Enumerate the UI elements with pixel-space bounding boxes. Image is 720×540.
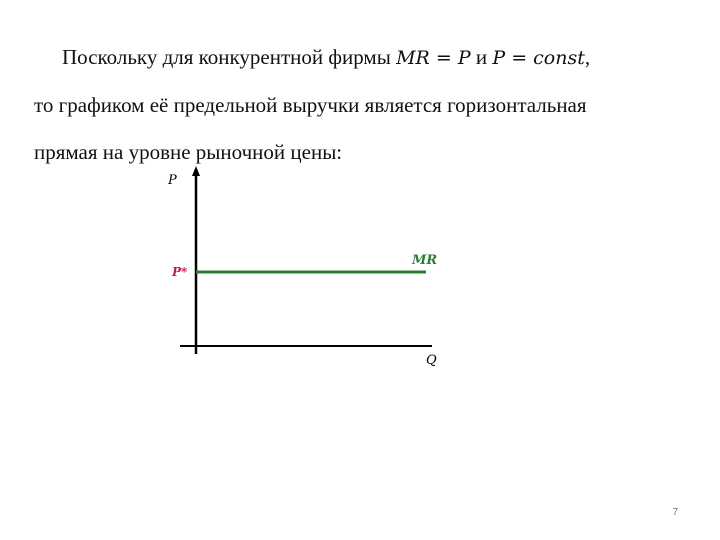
text-line-2: то графиком её предельной выручки является горизонтальная bbox=[34, 93, 587, 117]
y-axis-arrow bbox=[192, 166, 200, 176]
text-line-1-end: , bbox=[584, 45, 591, 69]
text-line-1-mid: и bbox=[470, 45, 493, 69]
mr-curve-label: MR bbox=[412, 253, 438, 268]
text-line-1-start: Поскольку для конкурентной фирмы bbox=[62, 45, 397, 69]
mr-diagram bbox=[150, 160, 460, 380]
text-line-1 bbox=[34, 34, 694, 82]
formula-p-equals-const: P = const bbox=[492, 47, 585, 69]
text-line-3: прямая на уровне рыночной цены: bbox=[34, 140, 343, 164]
x-axis-label: Q bbox=[426, 353, 437, 368]
formula-mr-equals-p: MR = P bbox=[396, 47, 471, 69]
y-axis-label: P bbox=[168, 173, 177, 188]
price-label: P* bbox=[172, 265, 188, 279]
slide-text bbox=[34, 34, 694, 176]
slide-number: 7 bbox=[672, 507, 678, 518]
